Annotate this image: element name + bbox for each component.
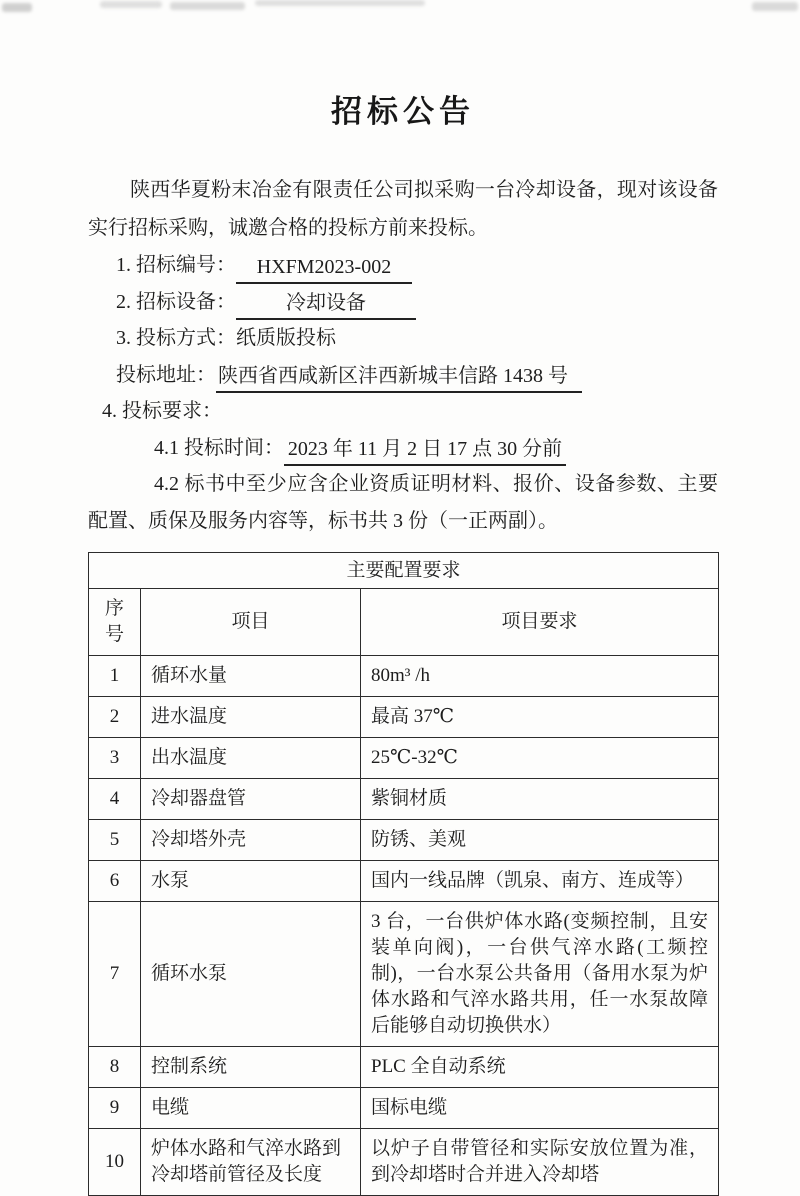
item-bid-time	[154, 430, 718, 467]
item-bid-document-contents	[88, 466, 718, 539]
table-row	[89, 861, 719, 902]
cell-seq: 9	[89, 1088, 141, 1129]
item-tender-equipment	[116, 284, 718, 321]
table-row	[89, 820, 719, 861]
item-value-underlined: HXFM2023-002	[236, 252, 412, 284]
item-label: 4.1 投标时间：	[154, 436, 284, 459]
table-row	[89, 902, 719, 1047]
item-label: 2. 招标设备：	[116, 290, 236, 313]
document-title: 招标公告	[331, 94, 475, 129]
cell-seq: 10	[89, 1129, 141, 1196]
table-header-seq: 序号	[89, 589, 141, 656]
table-row	[89, 779, 719, 820]
table-row	[89, 1047, 719, 1088]
item-tender-number	[116, 247, 718, 284]
item-value: 纸质版投标	[236, 327, 336, 349]
scan-artifact	[752, 2, 798, 11]
cell-req: 防锈、美观	[361, 820, 719, 861]
cell-item: 炉体水路和气淬水路到冷却塔前管径及长度	[141, 1129, 361, 1196]
table-row	[89, 738, 719, 779]
item-label: 4. 投标要求：	[102, 400, 222, 422]
cell-seq: 7	[89, 902, 141, 1047]
cell-seq: 6	[89, 861, 141, 902]
table-row	[89, 1088, 719, 1129]
table-row	[89, 1129, 719, 1196]
table-title-row	[89, 553, 719, 589]
cell-req: 3 台，一台供炉体水路(变频控制，且安装单向阀)，一台供气淬水路(工频控制)，一台水泵公共备用（备用水泵为炉体水路和气淬水路共用，任一水泵故障后能够自动切换供水）	[361, 902, 719, 1047]
item-label: 投标地址：	[116, 363, 216, 386]
cell-item: 冷却塔外壳	[141, 820, 361, 861]
cell-item: 控制系统	[141, 1047, 361, 1088]
cell-req: 80m³ /h	[361, 656, 719, 697]
scan-artifact	[2, 3, 32, 12]
cell-req: 紫铜材质	[361, 779, 719, 820]
table-header-row	[89, 589, 719, 656]
cell-req: PLC 全自动系统	[361, 1047, 719, 1088]
cell-seq: 1	[89, 656, 141, 697]
cell-seq: 3	[89, 738, 141, 779]
table-row	[89, 697, 719, 738]
cell-seq: 8	[89, 1047, 141, 1088]
cell-item: 出水温度	[141, 738, 361, 779]
item-value-underlined: 冷却设备	[236, 288, 416, 320]
cell-seq: 5	[89, 820, 141, 861]
table-row	[89, 656, 719, 697]
cell-seq: 4	[89, 779, 141, 820]
cell-item: 循环水量	[141, 656, 361, 697]
cell-req: 25℃-32℃	[361, 738, 719, 779]
table-header-req: 项目要求	[361, 589, 719, 656]
cell-item: 电缆	[141, 1088, 361, 1129]
document-page	[88, 0, 718, 1196]
intro-paragraph: 陕西华夏粉末冶金有限责任公司拟采购一台冷却设备，现对该设备实行招标采购，诚邀合格的投标方前来投标。	[88, 179, 718, 239]
item-value-underlined: 陕西省西咸新区沣西新城丰信路 1438 号	[216, 361, 582, 393]
cell-item: 水泵	[141, 861, 361, 902]
cell-req: 国标电缆	[361, 1088, 719, 1129]
item-label: 1. 招标编号：	[116, 254, 236, 276]
cell-item: 进水温度	[141, 697, 361, 738]
requirements-table	[88, 552, 719, 1196]
cell-req: 以炉子自带管径和实际安放位置为准，到冷却塔时合并进入冷却塔	[361, 1129, 719, 1196]
item-label: 3. 投标方式：	[116, 327, 236, 349]
item-bid-method	[116, 320, 718, 357]
cell-item: 冷却器盘管	[141, 779, 361, 820]
item-bid-address	[116, 357, 718, 394]
table-title: 主要配置要求	[89, 553, 719, 589]
cell-item: 循环水泵	[141, 902, 361, 1047]
item-label: 4.2	[154, 473, 185, 495]
cell-seq: 2	[89, 697, 141, 738]
item-bid-requirements	[102, 393, 718, 430]
item-value: 标书中至少应含企业资质证明材料、报价、设备参数、主要配置、质保及服务内容等，标书共 3 份（一正两副）。	[88, 473, 719, 532]
cell-req: 最高 37℃	[361, 697, 719, 738]
table-header-item: 项目	[141, 589, 361, 656]
cell-req: 国内一线品牌（凯泉、南方、连成等）	[361, 861, 719, 902]
item-value-underlined: 2023 年 11 月 2 日 17 点 30 分前	[284, 434, 566, 466]
